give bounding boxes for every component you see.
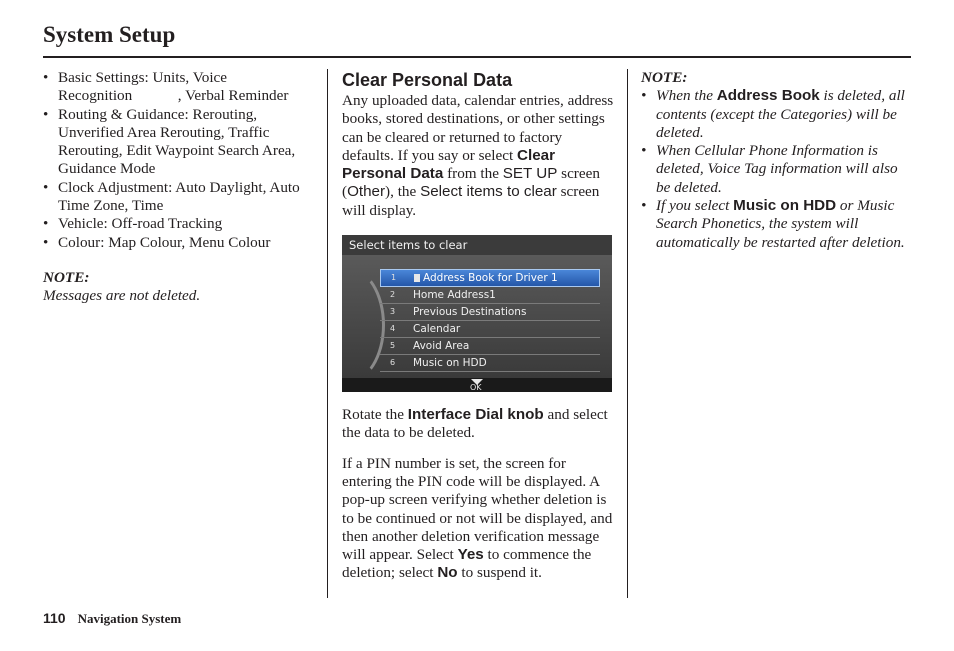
text-run: Other — [347, 183, 386, 201]
screen-footer — [342, 378, 612, 392]
text-run: screen will display. — [342, 183, 600, 219]
text-run: Any uploaded data, calendar entries, address books, stored destinations, or other settings can be cleared or returned to factory defaults. If you say or select — [342, 92, 614, 164]
ok-button[interactable]: OK — [470, 383, 482, 393]
list-item: • Routing & Guidance: Rerouting, Unverified Area Rerouting, Traffic Rerouting, Edit Waypoint Search Area, Guidance Mode — [43, 106, 315, 179]
page-number: 110 — [43, 610, 66, 626]
text-run: If you select — [656, 197, 734, 215]
text-run: Clear Personal Data — [342, 146, 556, 183]
text-run: Rotate the — [342, 406, 408, 424]
text-run: Yes — [457, 546, 484, 564]
text-run: Address Book — [716, 87, 820, 105]
text-run: is deleted, all contents (except the Categories) will be deleted. — [656, 87, 905, 141]
list-item[interactable] — [380, 304, 600, 321]
column-divider-left — [327, 69, 328, 598]
section-heading: Clear Personal Data — [342, 70, 513, 90]
text-run: to suspend it. — [457, 564, 542, 582]
text-run: When the — [656, 87, 717, 105]
item-number: 6 — [390, 358, 396, 368]
text-run: If a PIN number is set, the screen for entering the PIN code will be displayed. A pop-up screen verifying whether deletion is to be continued or not will be displayed, and then another deletion verification message will appear. Select — [342, 454, 613, 564]
text-run: Interface Dial knob — [407, 406, 544, 424]
list-item: • Basic Settings: Units, Voice Recognition , Verbal Reminder — [43, 69, 315, 106]
item-label: Home Address1 — [413, 289, 496, 302]
text-run: Music on HDD — [733, 197, 837, 215]
list-item[interactable] — [380, 338, 600, 355]
nav-screen-image — [342, 235, 612, 392]
list-item-selected[interactable] — [380, 269, 600, 287]
page-title: System Setup — [43, 22, 176, 47]
pin-paragraph — [342, 455, 616, 583]
text-run: from the — [443, 165, 503, 183]
text-run: and select the data to be deleted. — [342, 406, 608, 442]
left-column — [43, 69, 315, 306]
text-run: screen ( — [342, 165, 600, 201]
dial-arc-icon — [342, 267, 385, 383]
list-item: • When Cellular Phone Information is deleted, Voice Tag information will also be deleted. — [641, 142, 913, 197]
item-number: 1 — [391, 273, 397, 283]
list-item: • Clock Adjustment: Auto Daylight, Auto Time Zone, Time — [43, 179, 315, 216]
note-list — [641, 87, 913, 252]
item-number: 4 — [390, 324, 396, 334]
item-label: Address Book for Driver 1 — [423, 272, 558, 285]
trash-icon — [414, 274, 420, 282]
rotate-paragraph — [342, 406, 616, 443]
page-footer — [43, 610, 181, 627]
text-run: to commence the deletion; select — [342, 546, 592, 582]
list-item — [641, 87, 913, 142]
note-heading: NOTE: — [43, 268, 90, 286]
item-label: Music on HDD — [413, 357, 487, 370]
footer-label: Navigation System — [77, 611, 182, 626]
text-run: Select items to clear — [420, 183, 557, 201]
item-label: Previous Destinations — [413, 306, 527, 319]
item-label-wrap — [414, 270, 558, 286]
item-number: 2 — [390, 290, 396, 300]
settings-list — [43, 69, 315, 252]
text-run: or Music Search Phonetics, the system will automatically be restarted after deletion. — [656, 197, 905, 251]
title-rule — [43, 56, 911, 58]
right-column — [641, 69, 913, 252]
items-list — [380, 269, 600, 372]
list-item[interactable] — [380, 321, 600, 338]
list-item: • Vehicle: Off-road Tracking — [43, 215, 315, 233]
list-item — [641, 197, 913, 252]
text-run: ), the — [385, 183, 421, 201]
intro-paragraph — [342, 92, 616, 220]
item-number: 3 — [390, 307, 396, 317]
item-label: Avoid Area — [413, 340, 470, 353]
screen-title: Select items to clear — [342, 235, 612, 255]
text-run: No — [437, 564, 458, 582]
list-item[interactable] — [380, 287, 600, 304]
note-heading: NOTE: — [641, 69, 688, 86]
text-run: SET UP — [502, 165, 558, 183]
list-item[interactable] — [380, 355, 600, 372]
item-label: Calendar — [413, 323, 461, 336]
screen-body — [342, 255, 612, 378]
list-item: • Colour: Map Colour, Menu Colour — [43, 234, 315, 252]
item-number: 5 — [390, 341, 396, 351]
column-divider-right — [627, 69, 628, 598]
note-text: Messages are not deleted. — [43, 287, 201, 305]
middle-column — [342, 69, 616, 583]
